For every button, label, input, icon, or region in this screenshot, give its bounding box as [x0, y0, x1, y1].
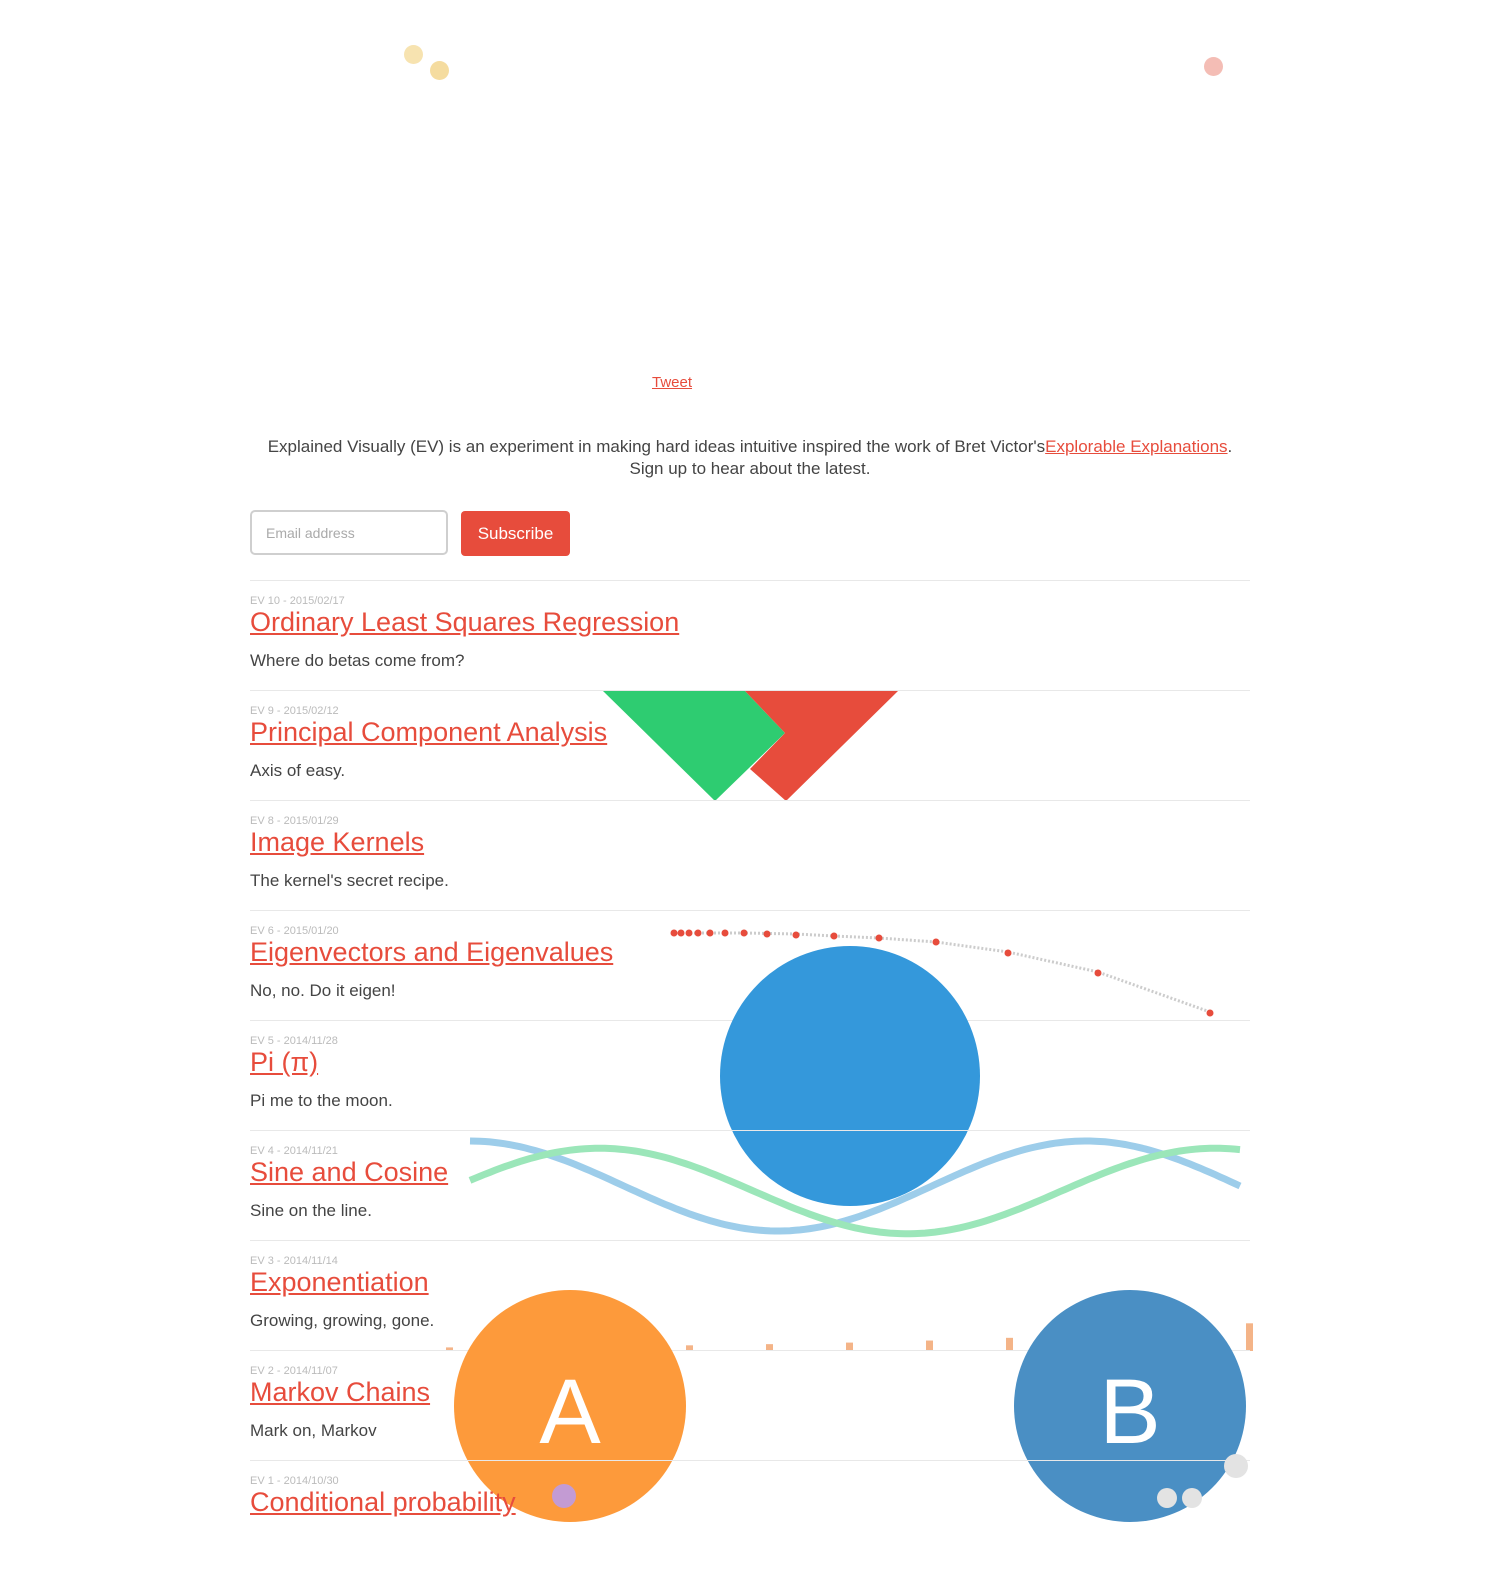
decor-dot — [404, 45, 423, 64]
post-item — [250, 690, 1250, 801]
post-meta: EV 1 - 2014/10/30 — [250, 1475, 339, 1487]
post-desc: Where do betas come from? — [250, 651, 465, 670]
intro-text-main: Explained Visually (EV) is an experiment in making hard ideas intuitive inspired the work of Bret Victor's — [267, 437, 1046, 456]
post-meta: EV 5 - 2014/11/28 — [250, 1035, 338, 1047]
post-item — [250, 1460, 1250, 1571]
explorable-explanations-link[interactable]: Explorable Explanations — [1045, 437, 1228, 456]
post-item — [250, 1020, 1250, 1131]
post-desc: Axis of easy. — [250, 761, 346, 780]
eigen-point — [876, 935, 883, 942]
post-meta: EV 6 - 2015/01/20 — [250, 925, 339, 937]
eigen-point — [1095, 970, 1102, 977]
eigen-point — [671, 930, 678, 937]
post-title-image-kernels[interactable]: Image Kernels — [250, 827, 425, 857]
post-meta: EV 4 - 2014/11/21 — [250, 1145, 338, 1157]
probability-ball — [1224, 1454, 1248, 1478]
eigen-point — [678, 930, 685, 937]
post-desc: No, no. Do it eigen! — [250, 981, 396, 1000]
post-title-sine-cosine[interactable]: Sine and Cosine — [250, 1157, 449, 1187]
eigen-point — [695, 930, 702, 937]
eigen-point — [1207, 1010, 1214, 1017]
eigen-point — [933, 939, 940, 946]
eigen-point — [1005, 950, 1012, 957]
intro-signup-line: Sign up to hear about the latest. — [629, 459, 871, 478]
post-desc: Sine on the line. — [250, 1201, 372, 1220]
post-title-pca[interactable]: Principal Component Analysis — [250, 717, 608, 747]
eigen-point — [722, 930, 729, 937]
post-item — [250, 800, 1250, 911]
probability-ball — [1157, 1488, 1177, 1508]
eigen-point — [741, 930, 748, 937]
tweet-link[interactable]: Tweet — [652, 374, 693, 391]
markov-state-b-label: B — [1099, 1361, 1161, 1463]
eigen-point — [707, 930, 714, 937]
pca-green-shape — [603, 691, 785, 801]
cosine-wave — [470, 1141, 1240, 1231]
markov-state-a-label: A — [539, 1361, 601, 1463]
eigen-point — [764, 931, 771, 938]
post-desc: Growing, growing, gone. — [250, 1311, 435, 1330]
post-title-ols[interactable]: Ordinary Least Squares Regression — [250, 607, 680, 637]
post-title-markov-chains[interactable]: Markov Chains — [250, 1377, 431, 1407]
post-meta: EV 8 - 2015/01/29 — [250, 815, 339, 827]
post-title-exponentiation[interactable]: Exponentiation — [250, 1267, 429, 1297]
post-title-pi[interactable]: Pi (π) — [250, 1047, 319, 1077]
post-meta: EV 9 - 2015/02/12 — [250, 705, 339, 717]
decor-dot — [430, 61, 449, 80]
post-title-conditional-probability[interactable]: Conditional probability — [250, 1487, 516, 1517]
probability-ball — [1182, 1488, 1202, 1508]
post-meta: EV 10 - 2015/02/17 — [250, 595, 345, 607]
post-desc: Pi me to the moon. — [250, 1091, 393, 1110]
exponentiation-bar — [1246, 1323, 1253, 1351]
eigen-point — [686, 930, 693, 937]
eigen-point — [793, 932, 800, 939]
post-item — [250, 1130, 1250, 1241]
post-meta: EV 3 - 2014/11/14 — [250, 1255, 338, 1267]
email-input[interactable] — [250, 510, 448, 555]
pi-visual — [250, 1021, 1250, 1131]
post-desc: Mark on, Markov — [250, 1421, 377, 1440]
post-meta: EV 2 - 2014/11/07 — [250, 1365, 338, 1377]
decor-dot — [1204, 57, 1223, 76]
post-item — [250, 1350, 1250, 1461]
subscribe-button[interactable]: Subscribe — [461, 511, 570, 556]
intro-text-period: . — [1227, 437, 1233, 456]
eigen-point — [831, 933, 838, 940]
post-item — [250, 580, 1250, 691]
post-title-eigenvectors[interactable]: Eigenvectors and Eigenvalues — [250, 937, 614, 967]
intro-text — [250, 436, 1250, 480]
probability-ball — [552, 1484, 576, 1508]
post-desc: The kernel's secret recipe. — [250, 871, 449, 890]
